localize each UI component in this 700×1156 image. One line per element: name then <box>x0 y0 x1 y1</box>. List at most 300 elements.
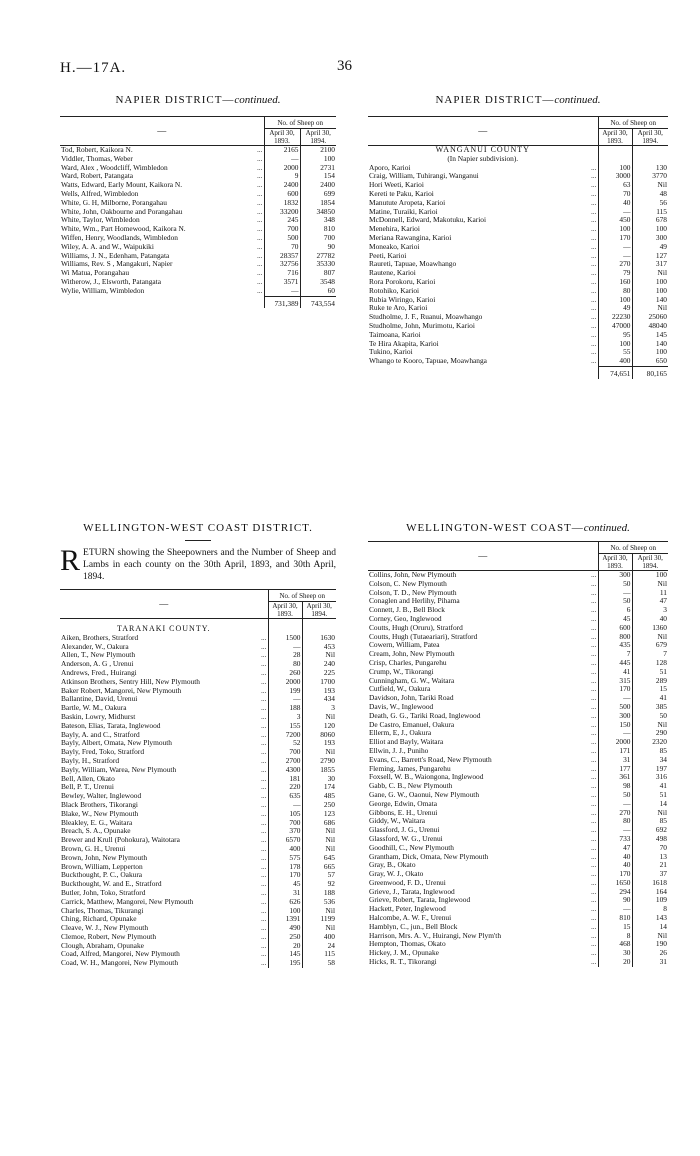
sheep-1894: 197 <box>632 765 668 774</box>
leader-dots: ... <box>260 711 267 721</box>
sheep-1894: 34 <box>632 756 668 765</box>
sheep-1894: 35330 <box>300 260 336 269</box>
sheep-1893: — <box>264 155 300 164</box>
wellington-right-section <box>368 522 668 967</box>
owner-name: Glassford, J. G., Urenui <box>369 826 440 835</box>
owner-name: White, Taylor, Wimbledon <box>61 216 140 225</box>
sheep-1894: 24 <box>302 942 336 951</box>
sheep-1893: 80 <box>598 287 632 296</box>
leader-dots: ... <box>260 676 267 686</box>
header-group: No. of Sheep on <box>598 542 668 554</box>
leader-dots: ... <box>260 782 267 792</box>
owner-name: Rora Porokoru, Karioi <box>369 277 436 286</box>
sheep-1894: 316 <box>632 773 668 782</box>
sheep-1893: 7200 <box>268 731 302 740</box>
owner-name: Grantham, Dick, Omata, New Plymouth <box>369 852 489 861</box>
leader-dots: ... <box>260 923 267 933</box>
leader-dots: ... <box>590 860 597 870</box>
leader-dots: ... <box>260 931 267 941</box>
owner-name: Aporo, Karioi <box>369 163 411 172</box>
napier-right-section <box>368 94 668 379</box>
leader-dots: ... <box>590 930 597 940</box>
sheep-1894: 27782 <box>300 252 336 261</box>
sheep-1893: 3000 <box>598 172 632 181</box>
sheep-1893: 361 <box>598 773 632 782</box>
leader-dots: ... <box>590 781 597 791</box>
sheep-1893: — <box>268 695 302 704</box>
sheep-1894: 41 <box>632 782 668 791</box>
sheep-1894: 15 <box>632 685 668 694</box>
table-row <box>60 704 336 713</box>
sheep-1894: 2400 <box>300 181 336 190</box>
owner-name: Breach, S. A., Opunake <box>61 827 131 836</box>
leader-dots: ... <box>590 816 597 826</box>
page-number: 36 <box>337 58 352 74</box>
sheep-1893: 7 <box>598 650 632 659</box>
header-group: No. of Sheep on <box>264 117 336 129</box>
sheep-1893: 445 <box>598 659 632 668</box>
sheep-1893: 635 <box>268 792 302 801</box>
owner-name: Coutts, Hugh (Tutaeariari), Stratford <box>369 632 478 641</box>
total-1894: 80,165 <box>632 366 668 378</box>
owner-name: Bayly, A. and C., Stratford <box>61 730 140 739</box>
owner-name: Glassford, W. G., Urenui <box>369 834 443 843</box>
sheep-1893: 733 <box>598 835 632 844</box>
leader-dots: ... <box>590 833 597 843</box>
leader-dots: ... <box>590 939 597 949</box>
sheep-1893: 1391 <box>268 915 302 924</box>
leader-dots: ... <box>590 904 597 914</box>
owner-name: Clough, Abraham, Opunake <box>61 941 144 950</box>
sheep-1894: 140 <box>632 340 668 349</box>
leader-dots: ... <box>256 206 263 216</box>
sheep-1893: 600 <box>264 190 300 199</box>
leader-dots: ... <box>260 747 267 757</box>
sheep-1893: 1500 <box>268 634 302 643</box>
sheep-1893: 435 <box>598 641 632 650</box>
sheep-table <box>60 116 336 308</box>
owner-name: Bleakley, E. G., Waitara <box>61 818 133 827</box>
sheep-1893: 178 <box>268 863 302 872</box>
header-blank: — <box>368 117 598 146</box>
leader-dots: ... <box>590 807 597 817</box>
leader-dots: ... <box>590 657 597 667</box>
leader-dots: ... <box>260 958 267 968</box>
sheep-1894: 127 <box>632 252 668 261</box>
owner-name: Cream, John, New Plymouth <box>369 650 455 659</box>
owner-name: Wiffen, Henry, Woodlands, Wimbledon <box>61 233 178 242</box>
leader-dots: ... <box>260 650 267 660</box>
leader-dots: ... <box>256 162 263 172</box>
sheep-1893: 450 <box>598 216 632 225</box>
sheep-1894: 692 <box>632 826 668 835</box>
sheep-1893: 28357 <box>264 252 300 261</box>
sheep-1893: 22230 <box>598 313 632 322</box>
owner-name: McDonnell, Edward, Makotuku, Karioi <box>369 216 486 225</box>
sheep-1894: 645 <box>302 854 336 863</box>
owner-name: Ruke te Aro, Karioi <box>369 304 428 313</box>
leader-dots: ... <box>590 737 597 747</box>
sheep-1893: 100 <box>268 907 302 916</box>
table-row <box>368 958 668 967</box>
leader-dots: ... <box>590 957 597 967</box>
leader-dots: ... <box>256 276 263 286</box>
sheep-1894: 34850 <box>300 208 336 217</box>
leader-dots: ... <box>260 949 267 959</box>
sheep-1893: 50 <box>598 580 632 589</box>
leader-dots: ... <box>256 224 263 234</box>
leader-dots: ... <box>260 861 267 871</box>
sheep-1894: Nil <box>302 713 336 722</box>
owner-name: Crisp, Charles, Pungarehu <box>369 658 447 667</box>
owner-name: Manutute Aropeta, Karioi <box>369 198 446 207</box>
header-col2: April 30, 1894. <box>632 129 668 146</box>
leader-dots: ... <box>590 162 597 172</box>
sheep-1893: 40 <box>598 199 632 208</box>
header-blank: — <box>368 542 598 571</box>
leader-dots: ... <box>256 241 263 251</box>
header-group: No. of Sheep on <box>268 590 336 602</box>
leader-dots: ... <box>260 905 267 915</box>
sheep-table <box>368 116 668 379</box>
sheep-1893: 2400 <box>264 181 300 190</box>
sheep-1893: 270 <box>598 809 632 818</box>
sheep-1894: 686 <box>302 819 336 828</box>
leader-dots: ... <box>256 145 263 154</box>
sheep-1893: 33200 <box>264 208 300 217</box>
owner-name: Hickey, J. M., Opunake <box>369 949 439 958</box>
table-row <box>60 287 336 296</box>
sheep-1893: 9 <box>264 172 300 181</box>
owner-name: Coutts, Hugh (Oruru), Stratford <box>369 623 463 632</box>
sheep-1893: 3 <box>268 713 302 722</box>
owner-name: Colson, C. New Plymouth <box>369 579 447 588</box>
sheep-1893: 716 <box>264 269 300 278</box>
sheep-1893: 45 <box>268 880 302 889</box>
leader-dots: ... <box>590 913 597 923</box>
owner-name: Connett, J. B., Bell Block <box>369 606 445 615</box>
sheep-1893: 100 <box>598 164 632 173</box>
owner-name: White, John, Oakbourne and Porangahau <box>61 207 183 216</box>
sheep-1894: 810 <box>300 225 336 234</box>
owner-name: George, Edwin, Omata <box>369 799 438 808</box>
sheep-1893: — <box>598 800 632 809</box>
owner-name: Brown, William, Lepperton <box>61 862 143 871</box>
sheep-1894: 100 <box>632 571 668 580</box>
sheep-1893: — <box>598 208 632 217</box>
owner-name: Ching, Richard, Opunake <box>61 915 137 924</box>
leader-dots: ... <box>590 825 597 835</box>
sheep-1894: 14 <box>632 800 668 809</box>
sheep-1894: 665 <box>302 863 336 872</box>
leader-dots: ... <box>260 817 267 827</box>
section-title: WELLINGTON-WEST COAST DISTRICT. <box>83 522 313 534</box>
sheep-1893: 260 <box>268 669 302 678</box>
owner-name: Coad, Alfred, Mangorei, New Plymouth <box>61 950 180 959</box>
leader-dots: ... <box>260 755 267 765</box>
total-spacer <box>254 296 264 308</box>
sheep-1894: 400 <box>302 933 336 942</box>
owner-name: Williams, J. N., Edenham, Patangata <box>61 251 170 260</box>
header-blank: — <box>60 590 268 619</box>
sheep-1894: Nil <box>632 721 668 730</box>
sheep-1894: 100 <box>632 348 668 357</box>
sheep-1894: 1630 <box>302 634 336 643</box>
sheep-1894: 2790 <box>302 757 336 766</box>
leader-dots: ... <box>256 215 263 225</box>
sheep-1893: 100 <box>598 296 632 305</box>
leader-dots: ... <box>590 241 597 251</box>
owner-name: Bewley, Walter, Inglewood <box>61 792 142 801</box>
wellington-left-section <box>60 522 336 968</box>
owner-name: Ellerm, E, J., Oakura <box>369 729 432 738</box>
sheep-1894: 47 <box>632 597 668 606</box>
total-spacer <box>588 366 598 378</box>
owner-name: Whango te Kooro, Tapuae, Moawhanga <box>369 357 487 366</box>
leader-dots: ... <box>590 587 597 597</box>
sheep-1893: 700 <box>268 819 302 828</box>
sheep-1894: Nil <box>632 181 668 190</box>
sheep-1894: 100 <box>632 278 668 287</box>
sheep-1893: 50 <box>598 597 632 606</box>
sheep-1894: 3 <box>302 704 336 713</box>
sheep-1893: 800 <box>598 633 632 642</box>
total-row <box>368 366 668 378</box>
owner-name: Colson, T. D., New Plymouth <box>369 588 457 597</box>
owner-name: Corney, Geo, Inglewood <box>369 614 442 623</box>
sheep-1893: 28 <box>268 651 302 660</box>
owner-name: Hackett, Peter, Inglewood <box>369 905 446 914</box>
sheep-1894: 123 <box>302 810 336 819</box>
owner-name: Te Hira Akapita, Karioi <box>369 339 439 348</box>
owner-name: Coad, W. H., Mangorei, New Plymouth <box>61 959 179 968</box>
sheep-1894: 92 <box>302 880 336 889</box>
leader-dots: ... <box>260 835 267 845</box>
sheep-1893: 15 <box>598 923 632 932</box>
owner-name: Wells, Alfred, Wimbledon <box>61 189 139 198</box>
sheep-1894: Nil <box>632 633 668 642</box>
owner-name: Atkinson Brothers, Sentry Hill, New Plymouth <box>61 677 200 686</box>
owner-name: Fleming, James, Pungarehu <box>369 764 451 773</box>
sheep-1894: 650 <box>632 357 668 366</box>
sheep-1893: 80 <box>598 817 632 826</box>
owner-name: Meriana Rawangina, Karioi <box>369 233 452 242</box>
sheep-1893: 100 <box>598 340 632 349</box>
leader-dots: ... <box>590 215 597 225</box>
sheep-1894: 14 <box>632 923 668 932</box>
leader-dots: ... <box>260 887 267 897</box>
leader-dots: ... <box>256 268 263 278</box>
sheep-1894: 50 <box>632 712 668 721</box>
sheep-1894: 109 <box>632 896 668 905</box>
county-subdivision: (In Napier subdivision). <box>447 153 519 163</box>
sheep-1894: 1854 <box>300 199 336 208</box>
sheep-1894: 289 <box>632 677 668 686</box>
owner-name: De Castro, Emanuel, Oakura <box>369 720 455 729</box>
owner-name: Crump, W., Tikorangi <box>369 667 434 676</box>
sheep-1894: 3548 <box>300 278 336 287</box>
owner-name: Ballantine, David, Urenui <box>61 695 138 704</box>
owner-name: Hamblyn, C., jun., Bell Block <box>369 922 458 931</box>
owner-name: Aiken, Brothers, Stratford <box>61 633 139 642</box>
sheep-1894: 128 <box>632 659 668 668</box>
leader-dots: ... <box>260 703 267 713</box>
sheep-1894: 31 <box>632 958 668 967</box>
leader-dots: ... <box>590 570 597 579</box>
owner-name: Alexander, W., Oakura <box>61 642 129 651</box>
owner-name: Charles, Thomas, Tikurangi <box>61 906 144 915</box>
sheep-1893: 8 <box>598 932 632 941</box>
sheep-1893: 55 <box>598 348 632 357</box>
owner-name: Allen, T., New Plymouth <box>61 651 136 660</box>
sheep-table <box>60 589 336 968</box>
leader-dots: ... <box>590 224 597 234</box>
sheep-1894: 498 <box>632 835 668 844</box>
sheep-1893: 315 <box>598 677 632 686</box>
table-row <box>60 959 336 968</box>
leader-dots: ... <box>590 684 597 694</box>
section-title: NAPIER DISTRICT—continued. <box>435 94 601 106</box>
sheep-table <box>368 541 668 967</box>
sheep-1893: 700 <box>264 225 300 234</box>
leader-dots: ... <box>590 869 597 879</box>
leader-dots: ... <box>256 285 263 295</box>
sheep-1893: 3571 <box>264 278 300 287</box>
owner-name: Cowern, William, Patea <box>369 641 440 650</box>
total-row <box>60 296 336 308</box>
leader-dots: ... <box>590 285 597 295</box>
sheep-1893: 63 <box>598 181 632 190</box>
owner-name: White, Wm., Part Homewood, Kaikora N. <box>61 225 186 234</box>
sheep-1894: 90 <box>300 243 336 252</box>
sheep-1893: 177 <box>598 765 632 774</box>
sheep-1893: — <box>268 801 302 810</box>
sheep-1893: 170 <box>268 871 302 880</box>
sheep-1894: 30 <box>302 775 336 784</box>
sheep-1894: 385 <box>632 703 668 712</box>
sheep-1894: 1618 <box>632 879 668 888</box>
leader-dots: ... <box>590 303 597 313</box>
sheep-1893: 170 <box>598 234 632 243</box>
sheep-1894: Nil <box>302 827 336 836</box>
sheep-1894: 130 <box>632 164 668 173</box>
sheep-1893: 300 <box>598 571 632 580</box>
owner-name: Kereti te Paku, Karioi <box>369 189 434 198</box>
leader-dots: ... <box>590 180 597 190</box>
owner-name: Ellwin, J. J., Puniho <box>369 746 429 755</box>
leader-dots: ... <box>590 294 597 304</box>
divider <box>185 540 211 541</box>
sheep-1894: Nil <box>302 907 336 916</box>
owner-name: Menehira, Karioi <box>369 225 420 234</box>
leader-dots: ... <box>590 197 597 207</box>
leader-dots: ... <box>260 799 267 809</box>
owner-name: Rubia Wiringo, Karioi <box>369 295 436 304</box>
section-title: NAPIER DISTRICT—continued. <box>115 94 281 106</box>
sheep-1893: — <box>598 694 632 703</box>
sheep-1894: 7 <box>632 650 668 659</box>
sheep-1894: 348 <box>300 216 336 225</box>
owner-name: Gibbons, E. H., Urenui <box>369 808 438 817</box>
sheep-1893: 195 <box>268 959 302 968</box>
sheep-1893: 220 <box>268 783 302 792</box>
owner-name: Tod, Robert, Kaikora N. <box>61 145 133 154</box>
sheep-1893: 2000 <box>264 164 300 173</box>
owner-name: Harrison, Mrs. A. V., Huirangi, New Plym'th <box>369 931 502 940</box>
owner-name: Andrews, Fred., Huirangi <box>61 668 137 677</box>
sheep-1893: — <box>598 243 632 252</box>
sheep-1894: 317 <box>632 260 668 269</box>
leader-dots: ... <box>260 870 267 880</box>
owner-name: Goodhill, C., New Plymouth <box>369 843 454 852</box>
owner-name: Rautene, Karioi <box>369 269 416 278</box>
header-col1: April 30, 1893. <box>598 129 632 146</box>
napier-left-section <box>60 94 336 308</box>
sheep-1893: 270 <box>598 260 632 269</box>
sheep-1894: 11 <box>632 589 668 598</box>
sheep-1893: 500 <box>598 703 632 712</box>
sheep-1893: 105 <box>268 810 302 819</box>
leader-dots: ... <box>590 320 597 330</box>
leader-dots: ... <box>260 632 267 642</box>
owner-name: White, G. H, Milborne, Porangahau <box>61 198 167 207</box>
owner-name: Bayly, Fred, Toko, Stratford <box>61 748 145 757</box>
leader-dots: ... <box>590 171 597 181</box>
sheep-1894: 485 <box>302 792 336 801</box>
sheep-1893: 47 <box>598 844 632 853</box>
drop-cap: R <box>60 544 81 577</box>
leader-dots: ... <box>256 188 263 198</box>
county-heading: TARANAKI COUNTY. <box>117 624 211 633</box>
sheep-1893: 150 <box>598 721 632 730</box>
leader-dots: ... <box>590 754 597 764</box>
sheep-1893: 188 <box>268 704 302 713</box>
owner-name: Gray, B., Okato <box>369 861 416 870</box>
owner-name: Brown, G. H., Urenui <box>61 844 126 853</box>
sheep-1894: 188 <box>302 889 336 898</box>
sheep-1894: Nil <box>632 269 668 278</box>
leader-dots: ... <box>590 666 597 676</box>
leader-dots: ... <box>590 613 597 623</box>
owner-name: Hori Weeti, Karioi <box>369 181 424 190</box>
owner-name: Buckthought, W. and E., Stratford <box>61 880 162 889</box>
owner-name: Bayly, H., Stratford <box>61 756 120 765</box>
sheep-1893: — <box>598 905 632 914</box>
owner-name: Grieve, J., Tarata, Inglewood <box>369 887 455 896</box>
header-col1: April 30, 1893. <box>598 554 632 571</box>
sheep-1893: 79 <box>598 269 632 278</box>
owner-name: Death, G. G., Tariki Road, Inglewood <box>369 711 481 720</box>
owner-name: Bell, P. T., Urenui <box>61 783 114 792</box>
sheep-1893: 90 <box>598 896 632 905</box>
sheep-1894: 140 <box>632 296 668 305</box>
owner-name: Butler, John, Toko, Stratford <box>61 888 146 897</box>
sheep-1894: 145 <box>632 331 668 340</box>
sheep-1894: 41 <box>632 694 668 703</box>
sheep-1894: 26 <box>632 949 668 958</box>
sheep-1894: 100 <box>632 225 668 234</box>
owner-name: Greenwood, F. D., Urenui <box>369 878 446 887</box>
owner-name: Grieve, Robert, Tarata, Inglewood <box>369 896 471 905</box>
sheep-1893: 600 <box>598 624 632 633</box>
sheep-1893: 20 <box>268 942 302 951</box>
sheep-1894: 70 <box>632 844 668 853</box>
total-spacer <box>60 296 254 308</box>
leader-dots: ... <box>260 685 267 695</box>
leader-dots: ... <box>590 895 597 905</box>
header-col1: April 30, 1893. <box>268 602 302 619</box>
leader-dots: ... <box>260 914 267 924</box>
